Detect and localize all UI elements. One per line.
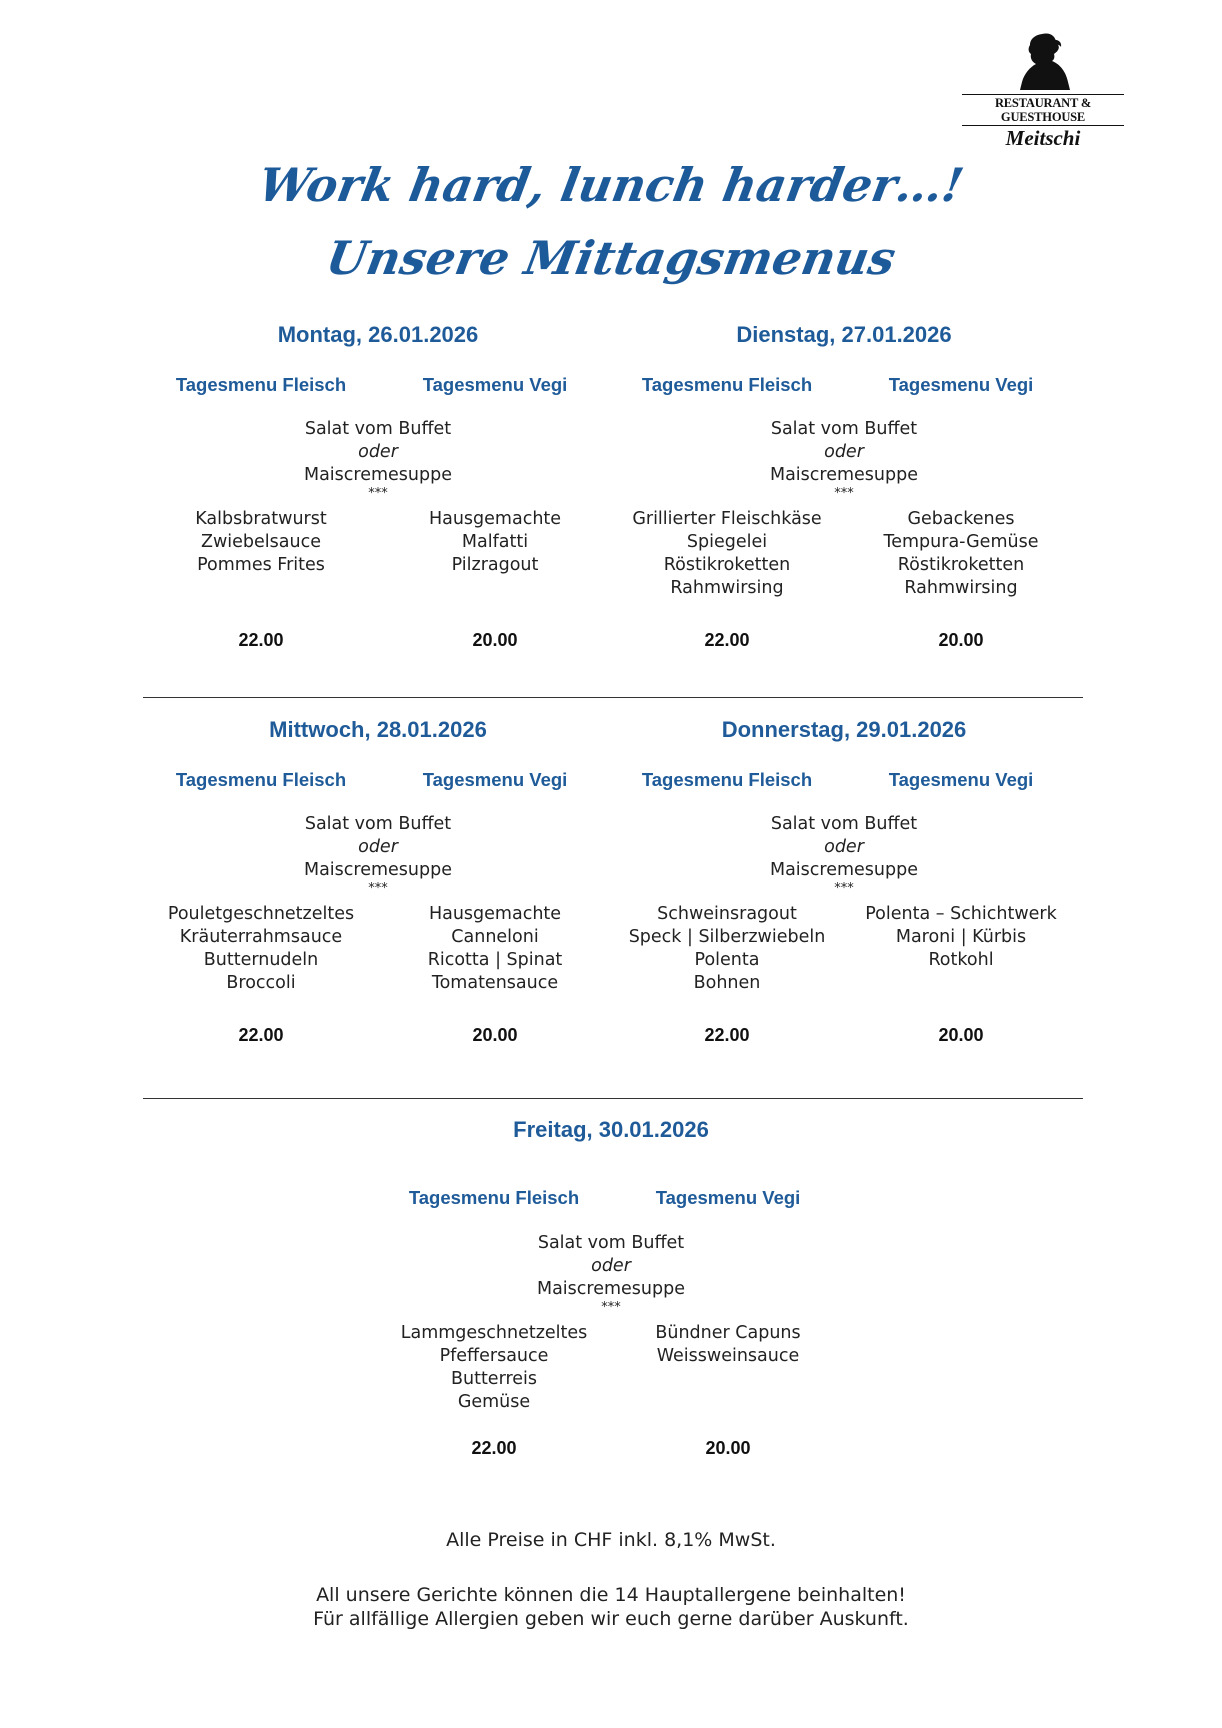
day-menu [378,1117,844,1477]
column-fleisch-label: Tagesmenu Fleisch [408,1187,580,1208]
dish-line: Rahmwirsing [904,578,1018,598]
logo-text-line1: RESTAURANT & GUESTHOUSE [962,94,1124,126]
day-title: Montag, 26.01.2026 [277,322,479,347]
dish-line: Polenta – Schichtwerk [865,904,1057,924]
main-vegi [845,903,1077,972]
day-menu [145,717,611,1077]
dish-line: Speck | Silberzwiebeln [628,927,826,947]
dish-line: Pouletgeschnetzeltes [167,904,355,924]
starter-block [611,813,1077,895]
dish-line: Pommes Frites [197,555,325,575]
main-fleisch [611,903,843,995]
column-vegi-label: Tagesmenu Vegi [655,1187,801,1208]
dish-line: Tempura-Gemüse [883,532,1039,552]
column-vegi-label: Tagesmenu Vegi [422,769,568,790]
starter-or: oder [824,837,864,857]
dish-line: Gebackenes [907,509,1015,529]
column-fleisch-label: Tagesmenu Fleisch [175,374,347,395]
dish-line: Spiegelei [686,532,768,552]
price-fleisch: 22.00 [238,630,284,650]
column-fleisch-label: Tagesmenu Fleisch [175,769,347,790]
starter-soup: Maiscremesuppe [769,465,918,485]
separator-stars: *** [368,881,388,896]
starter-salad: Salat vom Buffet [770,419,918,439]
page-subtitle: Unsere Mittagsmenus [322,231,900,285]
dish-line: Zwiebelsauce [201,532,321,552]
column-vegi-label: Tagesmenu Vegi [888,374,1034,395]
dish-line: Rotkohl [928,950,994,970]
main-vegi [845,508,1077,600]
starter-soup: Maiscremesuppe [303,465,452,485]
restaurant-logo [958,30,1128,148]
dish-line: Gemüse [457,1392,531,1412]
day-menu [145,322,611,682]
column-fleisch-label: Tagesmenu Fleisch [641,374,813,395]
separator-stars: *** [834,486,854,501]
main-fleisch [378,1322,610,1414]
dish-line: Canneloni [451,927,539,947]
dish-line: Röstikroketten [897,555,1025,575]
dish-line: Bohnen [693,973,761,993]
dish-line: Rahmwirsing [670,578,784,598]
dish-line: Grillierter Fleischkäse [632,509,822,529]
price-fleisch: 22.00 [238,1025,284,1045]
allergen-note-1: All unsere Gerichte können die 14 Hauptallergene beinhalten! [316,1584,906,1606]
divider [143,1098,1083,1099]
price-vegi: 20.00 [472,630,518,650]
starter-block [611,418,1077,500]
column-fleisch-label: Tagesmenu Fleisch [641,769,813,790]
day-menu [611,322,1077,682]
starter-soup: Maiscremesuppe [303,860,452,880]
dish-line: Kalbsbratwurst [195,509,327,529]
dish-line: Lammgeschnetzeltes [400,1323,588,1343]
price-note: Alle Preise in CHF inkl. 8,1% MwSt. [446,1529,776,1551]
main-fleisch [611,508,843,600]
day-menu [611,717,1077,1077]
column-vegi-label: Tagesmenu Vegi [888,769,1034,790]
allergen-note-2: Für allfällige Allergien geben wir euch gerne darüber Auskunft. [313,1608,909,1630]
starter-soup: Maiscremesuppe [536,1279,685,1299]
dish-line: Pfeffersauce [439,1346,549,1366]
main-fleisch [145,903,377,995]
dish-line: Ricotta | Spinat [427,950,563,970]
starter-or: oder [824,442,864,462]
starter-or: oder [358,837,398,857]
dish-line: Pilzragout [451,555,539,575]
logo-text-line2: Meitschi [1005,126,1081,150]
starter-block [145,813,611,895]
starter-block [145,418,611,500]
dish-line: Tomatensauce [431,973,559,993]
starter-salad: Salat vom Buffet [537,1233,685,1253]
starter-or: oder [358,442,398,462]
day-title: Donnerstag, 29.01.2026 [721,717,967,742]
dish-line: Butternudeln [203,950,319,970]
dish-line: Schweinsragout [657,904,797,924]
column-vegi-label: Tagesmenu Vegi [422,374,568,395]
main-vegi [379,508,611,577]
divider [143,697,1083,698]
page-title: Work hard, lunch harder…! [254,158,968,212]
silhouette-figure-icon [1008,30,1078,92]
dish-line: Polenta [694,950,760,970]
day-title: Mittwoch, 28.01.2026 [269,717,487,742]
price-vegi: 20.00 [472,1025,518,1045]
main-vegi [612,1322,844,1368]
dish-line: Butterreis [450,1369,538,1389]
price-vegi: 20.00 [705,1438,751,1458]
starter-salad: Salat vom Buffet [304,814,452,834]
day-title: Dienstag, 27.01.2026 [736,322,952,347]
separator-stars: *** [834,881,854,896]
starter-soup: Maiscremesuppe [769,860,918,880]
dish-line: Hausgemachte [428,904,562,924]
day-title: Freitag, 30.01.2026 [513,1117,709,1142]
starter-or: oder [591,1256,631,1276]
dish-line: Röstikroketten [663,555,791,575]
dish-line: Maroni | Kürbis [895,927,1027,947]
dish-line: Malfatti [461,532,529,552]
starter-salad: Salat vom Buffet [304,419,452,439]
price-fleisch: 22.00 [471,1438,517,1458]
price-vegi: 20.00 [938,630,984,650]
separator-stars: *** [601,1300,621,1315]
main-vegi [379,903,611,995]
starter-salad: Salat vom Buffet [770,814,918,834]
dish-line: Weissweinsauce [656,1346,800,1366]
dish-line: Broccoli [226,973,296,993]
starter-block [378,1232,844,1314]
main-fleisch [145,508,377,577]
dish-line: Hausgemachte [428,509,562,529]
price-vegi: 20.00 [938,1025,984,1045]
dish-line: Bündner Capuns [655,1323,801,1343]
price-fleisch: 22.00 [704,1025,750,1045]
price-fleisch: 22.00 [704,630,750,650]
dish-line: Kräuterrahmsauce [179,927,343,947]
separator-stars: *** [368,486,388,501]
